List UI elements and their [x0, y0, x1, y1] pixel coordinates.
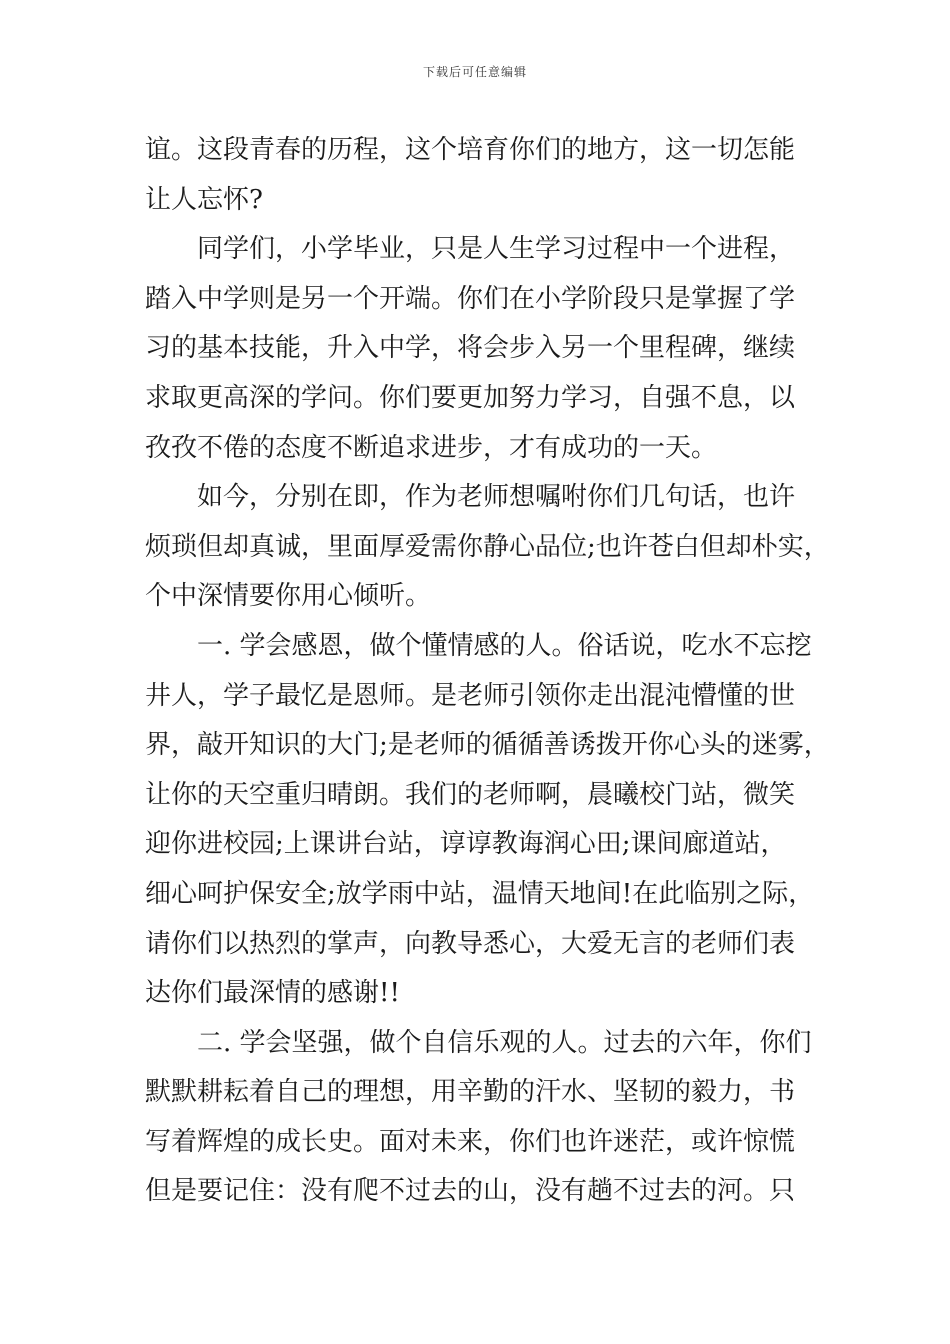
text-line: 让人忘怀? [145, 184, 263, 215]
text-line: 踏入中学则是另一个开端。你们在小学阶段只是掌握了学 [145, 283, 796, 314]
text-line: 谊。这段青春的历程，这个培育你们的地方，这一切怎能 [145, 135, 796, 165]
text-line: 个中深情要你用心倾听。 [145, 581, 432, 612]
page-header-note: 下载后可任意编辑 [422, 65, 527, 79]
text-line: 井人，学子最忆是恩师。是老师引领你走出混沌懵懂的世 [145, 680, 796, 711]
paragraph-start-line: 一. 学会感恩，做个懂情感的人。俗话说，吃水不忘挖 [197, 630, 812, 661]
text-line: 界，敲开知识的大门;是老师的循循善诱拨开你心头的迷雾， [145, 730, 830, 761]
text-line: 让你的天空重归晴朗。我们的老师啊，晨曦校门站，微笑 [145, 779, 796, 810]
text-line: 但是要记住：没有爬不过去的山，没有趟不过去的河。只 [145, 1176, 796, 1207]
text-line: 烦琐但却真诚，里面厚爱需你静心品位;也许苍白但却朴实， [145, 531, 830, 562]
paragraph-start-line: 同学们，小学毕业，只是人生学习过程中一个进程， [197, 234, 796, 265]
paragraph-start-line: 如今，分别在即，作为老师想嘱咐你们几句话，也许 [197, 482, 796, 513]
text-line: 写着辉煌的成长史。面对未来，你们也许迷茫，或许惊慌 [145, 1126, 796, 1157]
text-line: 细心呵护保安全;放学雨中站，温情天地间!在此临别之际， [145, 878, 815, 909]
text-line: 习的基本技能，升入中学，将会步入另一个里程碑，继续 [145, 333, 796, 364]
text-line: 迎你进校园;上课讲台站，谆谆教诲润心田;课间廊道站， [145, 829, 787, 860]
text-line: 请你们以热烈的掌声，向教导悉心，大爱无言的老师们表 [145, 928, 796, 959]
text-line: 求取更高深的学问。你们要更加努力学习，自强不息，以 [145, 382, 796, 413]
text-line: 默默耕耘着自己的理想，用辛勤的汗水、坚韧的毅力，书 [145, 1077, 796, 1108]
text-line: 孜孜不倦的态度不断追求进步，才有成功的一天。 [145, 432, 718, 463]
text-line: 达你们最深情的感谢!! [145, 978, 400, 1009]
paragraph-start-line: 二. 学会坚强，做个自信乐观的人。过去的六年，你们 [197, 1027, 812, 1058]
document-body [145, 126, 831, 1217]
